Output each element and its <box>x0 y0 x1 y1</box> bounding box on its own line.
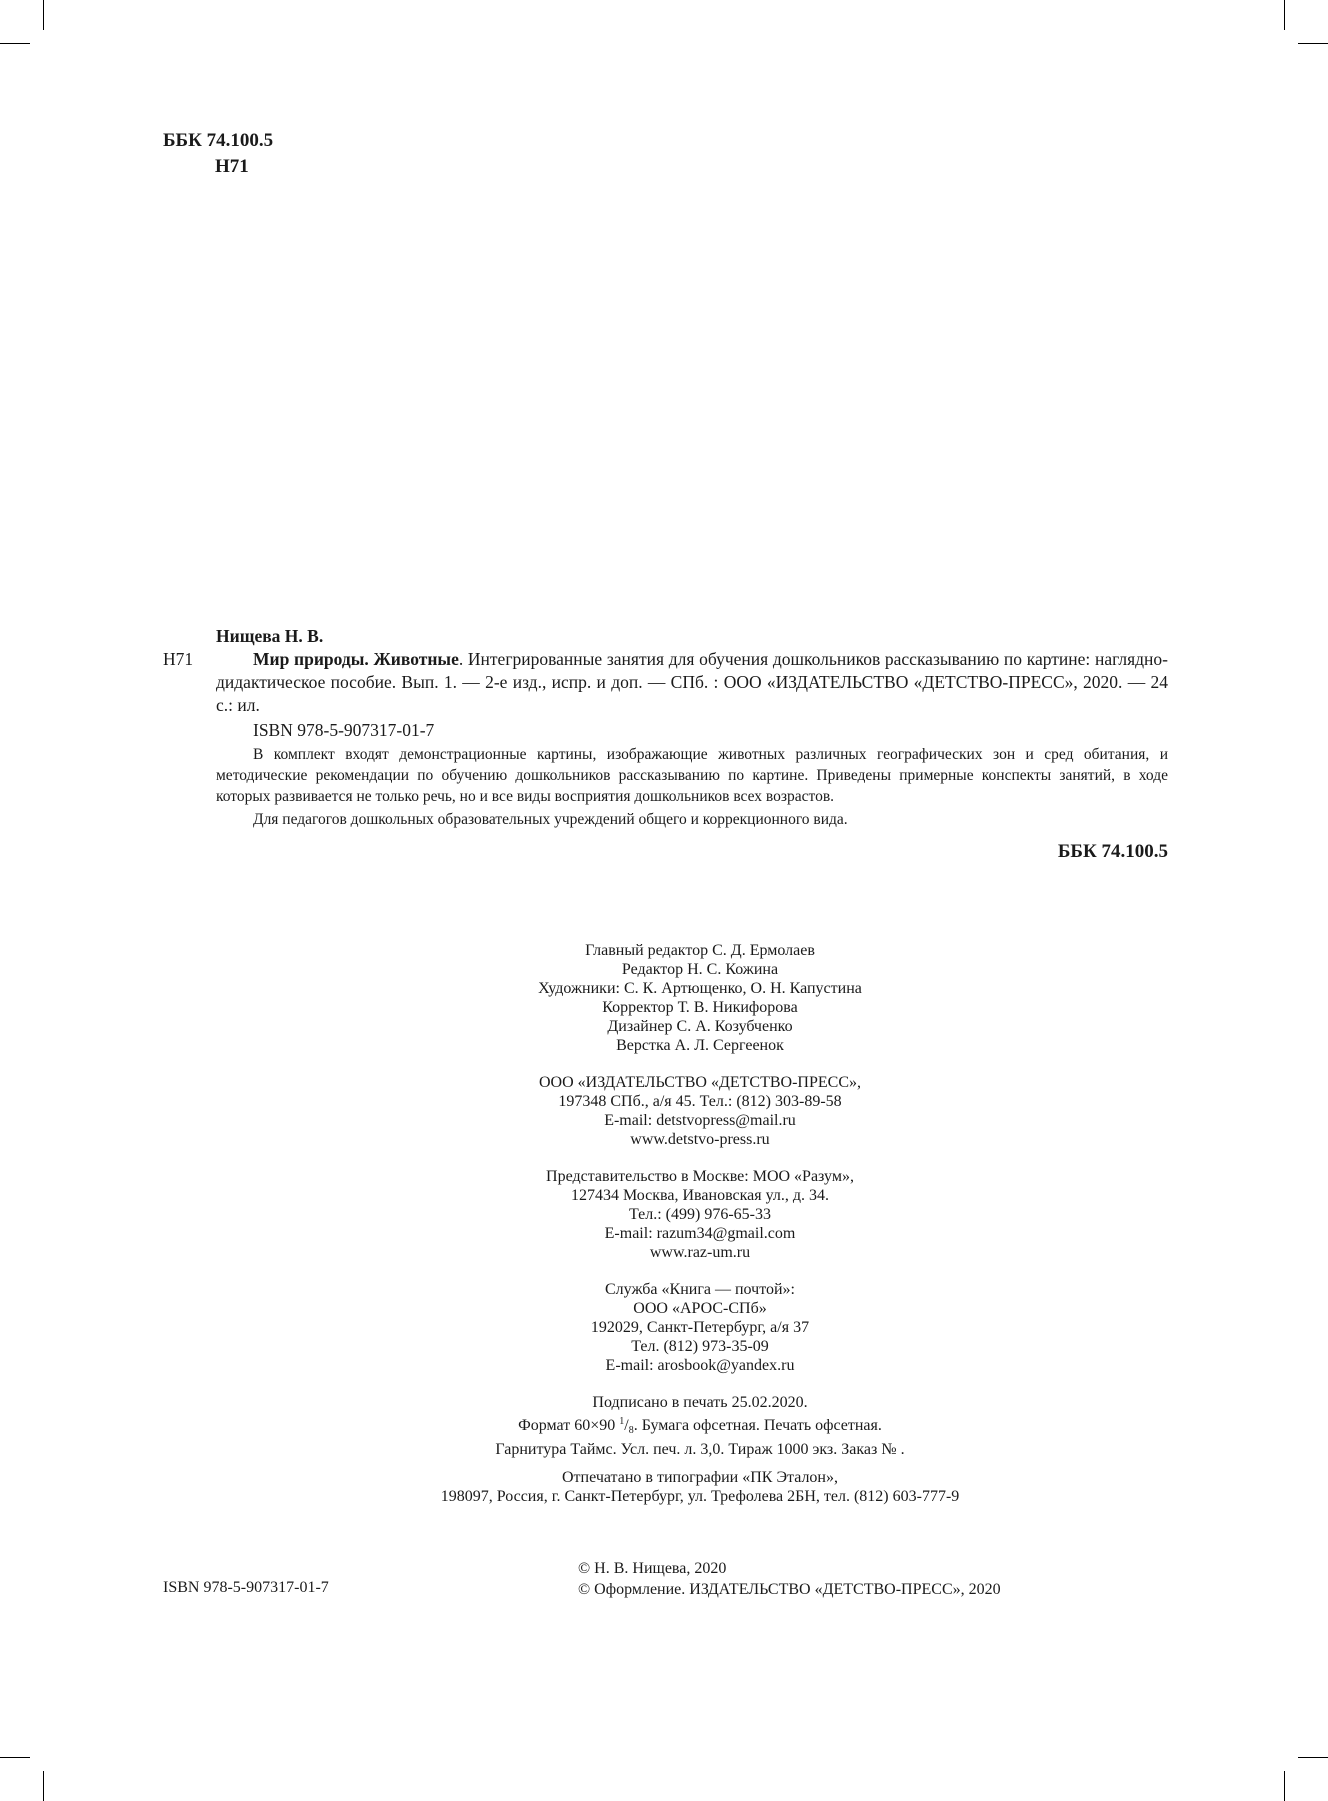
moscow-office <box>250 1167 1150 1262</box>
crop-mark <box>0 1757 30 1758</box>
crop-mark <box>43 1771 44 1801</box>
catalog-isbn: ISBN 978-5-907317-01-7 <box>253 720 435 740</box>
moscow-line: Представительство в Москве: МОО «Разум», <box>546 1168 854 1185</box>
printer-info <box>250 1468 1150 1506</box>
publisher-info <box>250 1073 1150 1149</box>
format-prefix: Формат 60×90 <box>518 1417 620 1434</box>
printer-line: Отпечатано в типографии «ПК Эталон», <box>562 1469 838 1486</box>
format-suffix: . Бумага офсетная. Печать офсетная. <box>633 1417 882 1434</box>
catalog-description <box>216 648 1168 717</box>
bibliographic-details: . Интегрированные занятия для обучения дошкольников рассказыванию по картине: наглядно-дидактическое пособие. Вып. 1. — 2-е изд., испр. и доп. — СПб. : ООО «ИЗДАТЕЛЬСТВО «ДЕТСТВО-ПРЕСС», 2020. — 24 с.: ил. <box>216 649 1169 715</box>
staff-list <box>250 941 1150 1055</box>
staff-line: Верстка А. Л. Сергеенок <box>616 1037 784 1054</box>
staff-line: Редактор Н. С. Кожина <box>621 961 779 978</box>
catalog-bbk: ББК 74.100.5 <box>1057 841 1168 862</box>
author-cipher: Н71 <box>215 156 249 177</box>
isbn-bottom: ISBN 978-5-907317-01-7 <box>163 1579 329 1596</box>
moscow-phone: Тел.: (499) 976-65-33 <box>628 1206 771 1223</box>
copyright <box>578 1558 1001 1600</box>
publisher-website: www.detstvo-press.ru <box>630 1131 770 1148</box>
catalog-cipher: Н71 <box>163 649 194 669</box>
book-title: Мир природы. Животные <box>253 649 459 669</box>
mail-service-line: 192029, Санкт-Петербург, а/я 37 <box>590 1319 810 1336</box>
crop-mark <box>1298 43 1328 44</box>
catalog-entry <box>163 648 1168 717</box>
crop-mark <box>43 0 44 30</box>
moscow-website: www.raz-um.ru <box>649 1244 751 1261</box>
catalog-abstract: В комплект входят демонстрационные картины, изображающие животных различных географических зон и сред обитания, и методические рекомендации по обучению дошкольников рассказыванию по картине. Приведены примерные конспекты занятий, в ходе которых развивается не только речь, но и все виды восприятия дошкольников всех возрастов. <box>216 746 1168 805</box>
crop-mark <box>0 43 30 44</box>
staff-line: Художники: С. К. Артющенко, О. Н. Капустина <box>538 980 862 997</box>
staff-line: Корректор Т. В. Никифорова <box>602 999 798 1016</box>
catalog-audience: Для педагогов дошкольных образовательных учреждений общего и коррекционного вида. <box>253 811 848 828</box>
moscow-email: E-mail: razum34@gmail.com <box>604 1225 796 1242</box>
crop-mark <box>1298 1757 1328 1758</box>
bbk-code: ББК 74.100.5 <box>163 130 274 151</box>
staff-line: Главный редактор С. Д. Ермолаев <box>585 942 815 959</box>
copyright-line: © Н. В. Нищева, 2020 <box>578 1560 727 1577</box>
mail-service <box>250 1280 1150 1375</box>
format-numerator: 1 <box>619 1416 625 1427</box>
bbk-header <box>163 128 273 180</box>
publisher-line: ООО «ИЗДАТЕЛЬСТВО «ДЕТСТВО-ПРЕСС», <box>539 1074 861 1091</box>
format-denominator: 8 <box>628 1425 634 1436</box>
staff-line: Дизайнер С. А. Козубченко <box>607 1018 793 1035</box>
mail-service-phone: Тел. (812) 973-35-09 <box>631 1338 769 1355</box>
catalog-author: Нищева Н. В. <box>216 626 324 646</box>
print-info <box>250 1393 1150 1459</box>
crop-mark <box>1284 0 1285 30</box>
print-format: Формат 60×90 $^1/_8$. Бумага офсетная. Печать офсетная. <box>518 1416 882 1436</box>
mail-service-email: E-mail: arosbook@yandex.ru <box>605 1357 795 1374</box>
publisher-line: 197348 СПб., а/я 45. Тел.: (812) 303-89-58 <box>558 1093 842 1110</box>
copyright-line: © Оформление. ИЗДАТЕЛЬСТВО «ДЕТСТВО-ПРЕСС», 2020 <box>578 1581 1001 1598</box>
publisher-email: E-mail: detstvopress@mail.ru <box>604 1112 796 1129</box>
mail-service-line: Служба «Книга — почтой»: <box>605 1281 795 1298</box>
printer-address: 198097, Россия, г. Санкт-Петербург, ул. Трефолева 2БН, тел. (812) 603-777-9 <box>440 1488 960 1505</box>
print-signed: Подписано в печать 25.02.2020. <box>592 1394 808 1411</box>
print-typeface: Гарнитура Таймс. Усл. печ. л. 3,0. Тираж 1000 экз. Заказ № . <box>495 1441 905 1458</box>
catalog-card <box>163 625 1168 863</box>
moscow-line: 127434 Москва, Ивановская ул., д. 34. <box>570 1187 830 1204</box>
crop-mark <box>1284 1771 1285 1801</box>
mail-service-line: ООО «АРОС-СПб» <box>633 1300 767 1317</box>
